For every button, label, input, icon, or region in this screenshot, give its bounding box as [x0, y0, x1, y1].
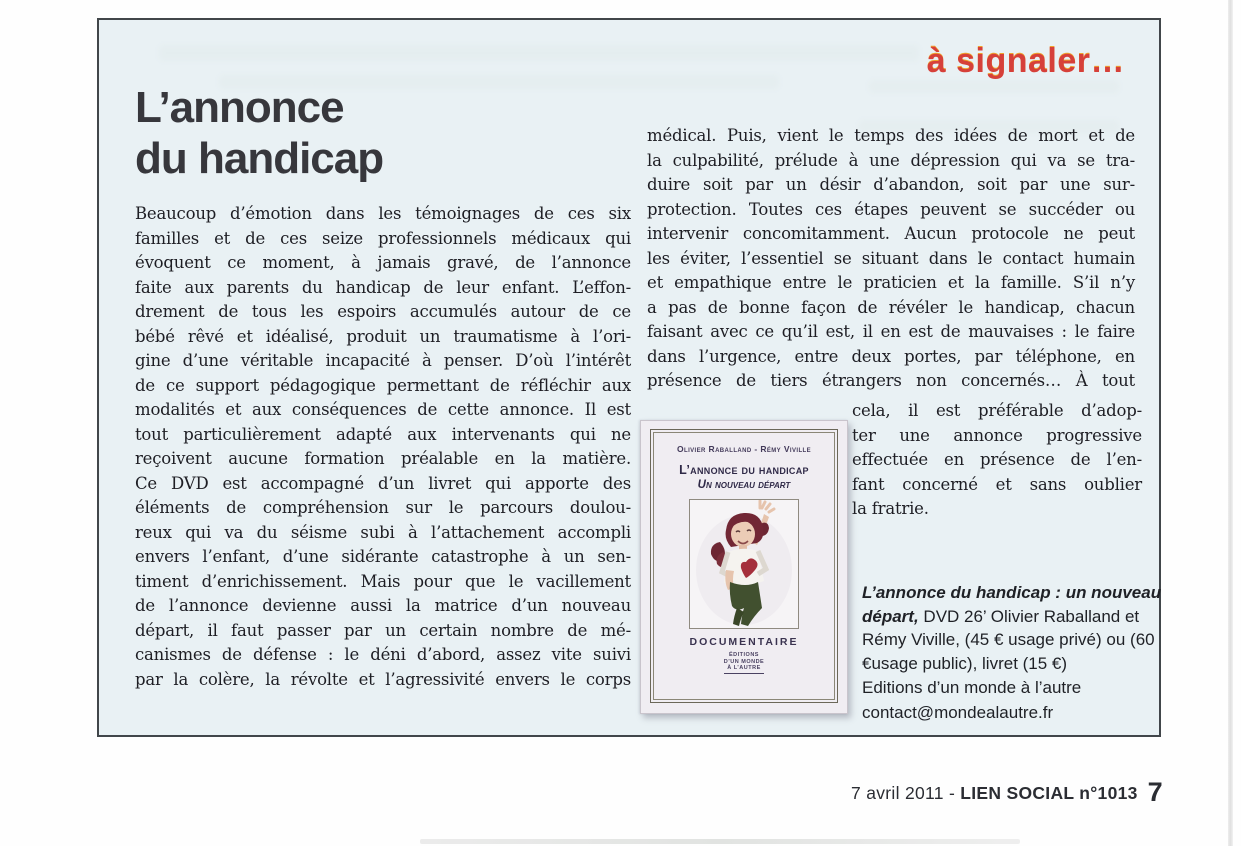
- dvd-publisher-logo: [724, 652, 764, 674]
- body-text-line: duire soit par un désir d’abandon, soit par une sur-: [647, 175, 1135, 194]
- body-text-line: évoquent ce moment, à jamais gravé, de l’annonce: [135, 253, 631, 272]
- article-right-column: [647, 124, 1135, 394]
- body-text-line: faite aux parents du handicap de leur enfant. L’effon-: [135, 277, 631, 297]
- body-text-line: présence de tiers étrangers non concernés… À tout: [647, 371, 1135, 390]
- article-left-column: [135, 202, 631, 692]
- dvd-caption-publisher: Editions d’un monde à l’autre: [862, 678, 1082, 697]
- dvd-caption-details: DVD 26’ Olivier Raballand et Rémy Viville, (45 € usage privé) ou (60 €usage public), livret (15 €): [862, 606, 1155, 673]
- dvd-caption-email: contact@mondealautre.fr: [862, 702, 1054, 722]
- dvd-genre-label: DOCUMENTAIRE: [689, 636, 799, 648]
- footer-date: 7 avril 2011 -: [851, 783, 961, 803]
- dvd-cover-frame: [650, 429, 838, 703]
- article-title: [135, 82, 383, 184]
- body-text-line: de l’annonce devienne aussi la matrice d’un nouveau: [135, 596, 631, 615]
- footer-page-number: 7: [1147, 777, 1163, 807]
- magazine-page: [97, 18, 1161, 737]
- scan-smear: [420, 839, 1020, 844]
- body-text-line: drement de tous les espoirs accumulés autour de ce: [135, 302, 631, 321]
- article-title-line2: du handicap: [135, 134, 384, 183]
- scan-edge-shadow: [1228, 0, 1233, 846]
- body-text-line: et empathique entre le praticien et la famille. S’il n’y: [647, 273, 1135, 292]
- section-header-a-signaler: à signaler…: [926, 42, 1125, 80]
- body-text-line: tout particulièrement adapté aux intervenants qui ne: [135, 424, 631, 444]
- body-text-line: canismes de défense : le déni d’abord, assez vite suivi: [135, 645, 631, 664]
- dvd-cover: [640, 420, 848, 714]
- body-text-line: protection. Toutes ces étapes peuvent se succéder ou: [647, 199, 1135, 219]
- body-text-line: effectuée en présence de l’en-: [852, 450, 1142, 469]
- body-text-line: familles et de ces seize professionnels médicaux qui: [135, 228, 631, 248]
- dvd-publisher-line: ÉDITIONS: [729, 652, 759, 658]
- dvd-subtitle: Un nouveau départ: [697, 479, 791, 491]
- body-text-line: fant concerné et sans oublier: [852, 474, 1142, 494]
- body-text-line: Ce DVD est accompagné d’un livret qui apporte des: [135, 473, 631, 493]
- footer-magazine-name: LIEN SOCIAL n°1013: [960, 783, 1138, 803]
- body-text-line: la culpabilité, prélude à une dépression qui va se tra-: [647, 150, 1135, 170]
- article-title-line1: L’annonce: [135, 83, 344, 132]
- dvd-publisher-line: D’UN MONDE: [723, 658, 765, 665]
- body-text-line: ter une annonce progressive: [852, 425, 1142, 445]
- dvd-caption: [862, 581, 1164, 724]
- bleed-through-artifact: [159, 45, 919, 61]
- dvd-authors: Olivier Raballand - Rémy Viville: [677, 444, 811, 454]
- girl-illustration: [690, 500, 798, 628]
- body-text-line: départ, il faut passer par un certain nombre de mé-: [135, 620, 631, 640]
- body-text-line: la fratrie.: [852, 499, 929, 518]
- body-text-line: timent d’enrichissement. Mais pour que le vacillement: [135, 571, 631, 591]
- body-text-line: envers l’enfant, d’une sidérante catastrophe à un sen-: [135, 547, 631, 566]
- body-text-line: les éviter, l’essentiel se situant dans le contact humain: [647, 248, 1135, 268]
- body-text-line: médical. Puis, vient le temps des idées de mort et de: [647, 126, 1135, 145]
- page-footer: [851, 775, 1163, 806]
- article-wrap-column: [852, 399, 1142, 522]
- body-text-line: cela, il est préférable d’adop-: [852, 401, 1142, 420]
- body-text-line: dans l’urgence, entre deux portes, par téléphone, en: [647, 346, 1135, 366]
- body-text-line: reux qui va du séisme subi à l’attachement accompli: [135, 522, 631, 542]
- body-text-line: a pas de bonne façon de révéler le handicap, chacun: [647, 297, 1135, 317]
- dvd-caption-text: [862, 581, 1164, 675]
- body-text-line: intervenir concomitamment. Aucun protocole ne peut: [647, 224, 1135, 243]
- dvd-caption-title: L’annonce du handicap : un nouveau départ,: [862, 583, 1162, 626]
- dvd-title: L’annonce du handicap: [679, 463, 809, 477]
- dvd-cover-illustration: [689, 499, 799, 629]
- body-text-line: de ce support pédagogique permettant de réfléchir aux: [135, 375, 631, 395]
- dvd-publisher-line: À L’AUTRE: [727, 665, 761, 671]
- body-text-line: par la colère, la révolte et l’agressivité envers le corps: [135, 669, 631, 689]
- bleed-through-artifact: [869, 80, 1119, 93]
- body-text-line: Beaucoup d’émotion dans les témoignages de ces six: [135, 204, 631, 223]
- body-text-line: faisant avec ce qu’il est, il en est de mauvaises : le faire: [647, 322, 1135, 341]
- body-text-line: bébé rêvé et idéalisé, produit un traumatisme à l’ori-: [135, 326, 631, 346]
- body-text-line: modalités et aux conséquences de cette annonce. Il est: [135, 400, 631, 419]
- body-text-line: gine d’une véritable incapacité à penser. D’où l’intérêt: [135, 351, 631, 370]
- body-text-line: éléments de compréhension sur le parcours doulou-: [135, 498, 631, 517]
- body-text-line: reçoivent aucune formation préalable en la matière.: [135, 449, 631, 468]
